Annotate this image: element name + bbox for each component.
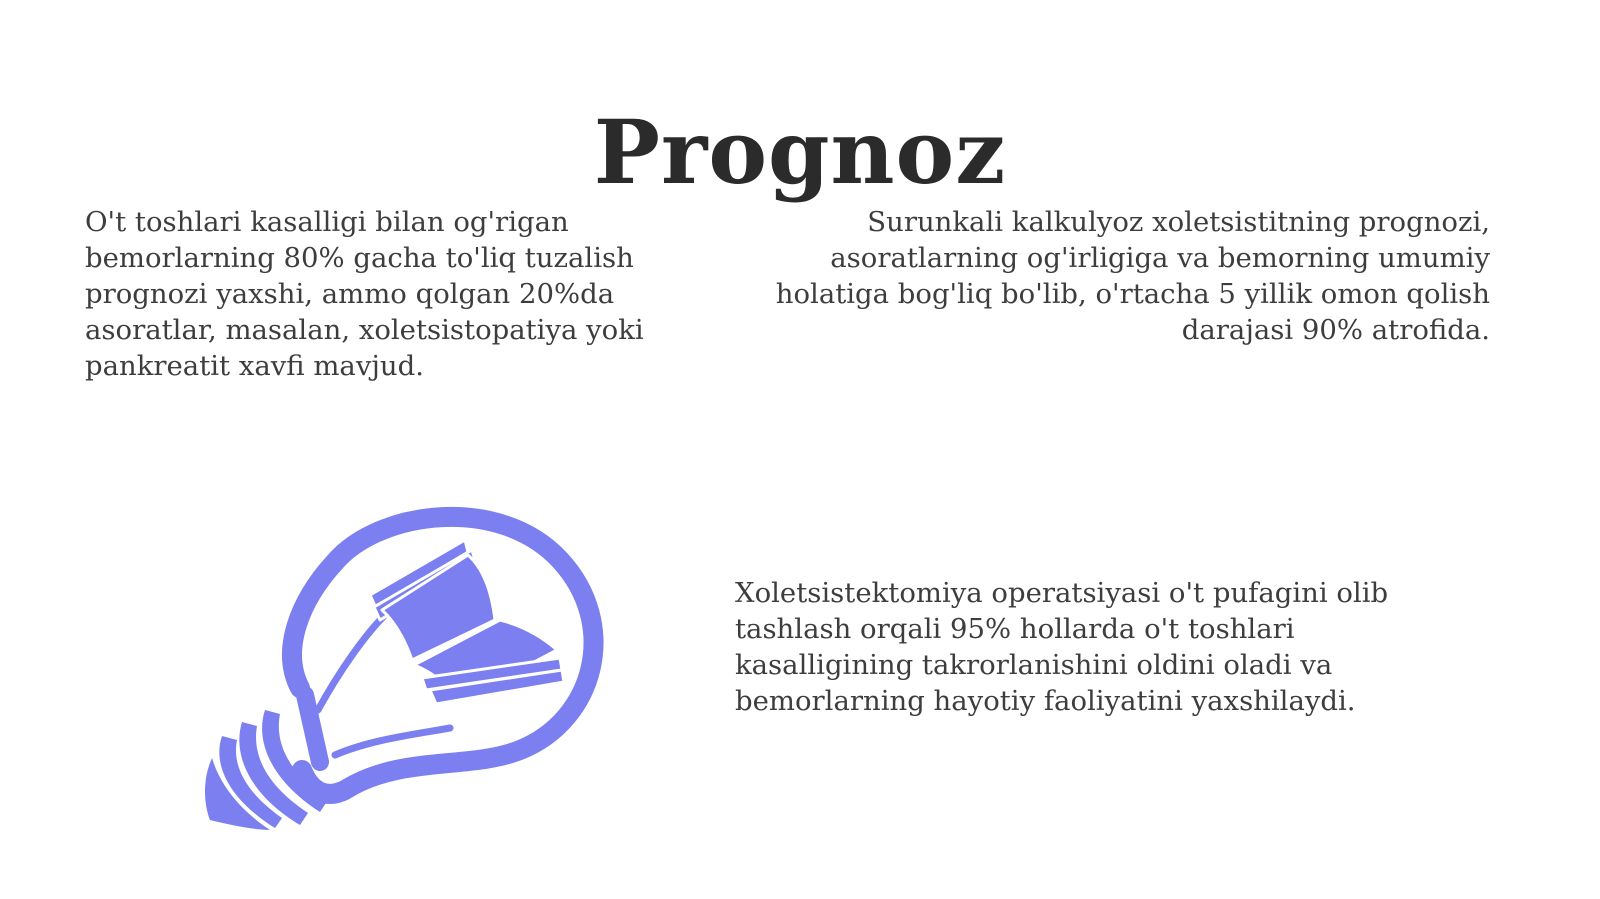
paragraph-bottom: Xoletsistektomiya operatsiyasi o't pufagini olib tashlash orqali 95% hollarda o't toshlari kasalligining takrorlanishini oldini oladi va bemorlarning hayotiy faoliyatini yaxshilaydi. xyxy=(735,577,1389,717)
slide-title: Prognoz xyxy=(593,99,1007,204)
paragraph-left: O't toshlari kasalligi bilan og'rigan bemorlarning 80% gacha to'liq tuzalish prognozi yaxshi, ammo qolgan 20%da asoratlar, masalan, xoletsistopatiya yoki pankreatit xavfi mavjud. xyxy=(85,206,644,382)
lightbulb-book-icon xyxy=(200,500,620,860)
paragraph-right: Surunkali kalkulyoz xoletsistitning prognozi, asoratlarning og'irligiga va bemorning umumiy holatiga bog'liq bo'lib, o'rtacha 5 yillik omon qolish darajasi 90% atrofida. xyxy=(775,206,1490,346)
